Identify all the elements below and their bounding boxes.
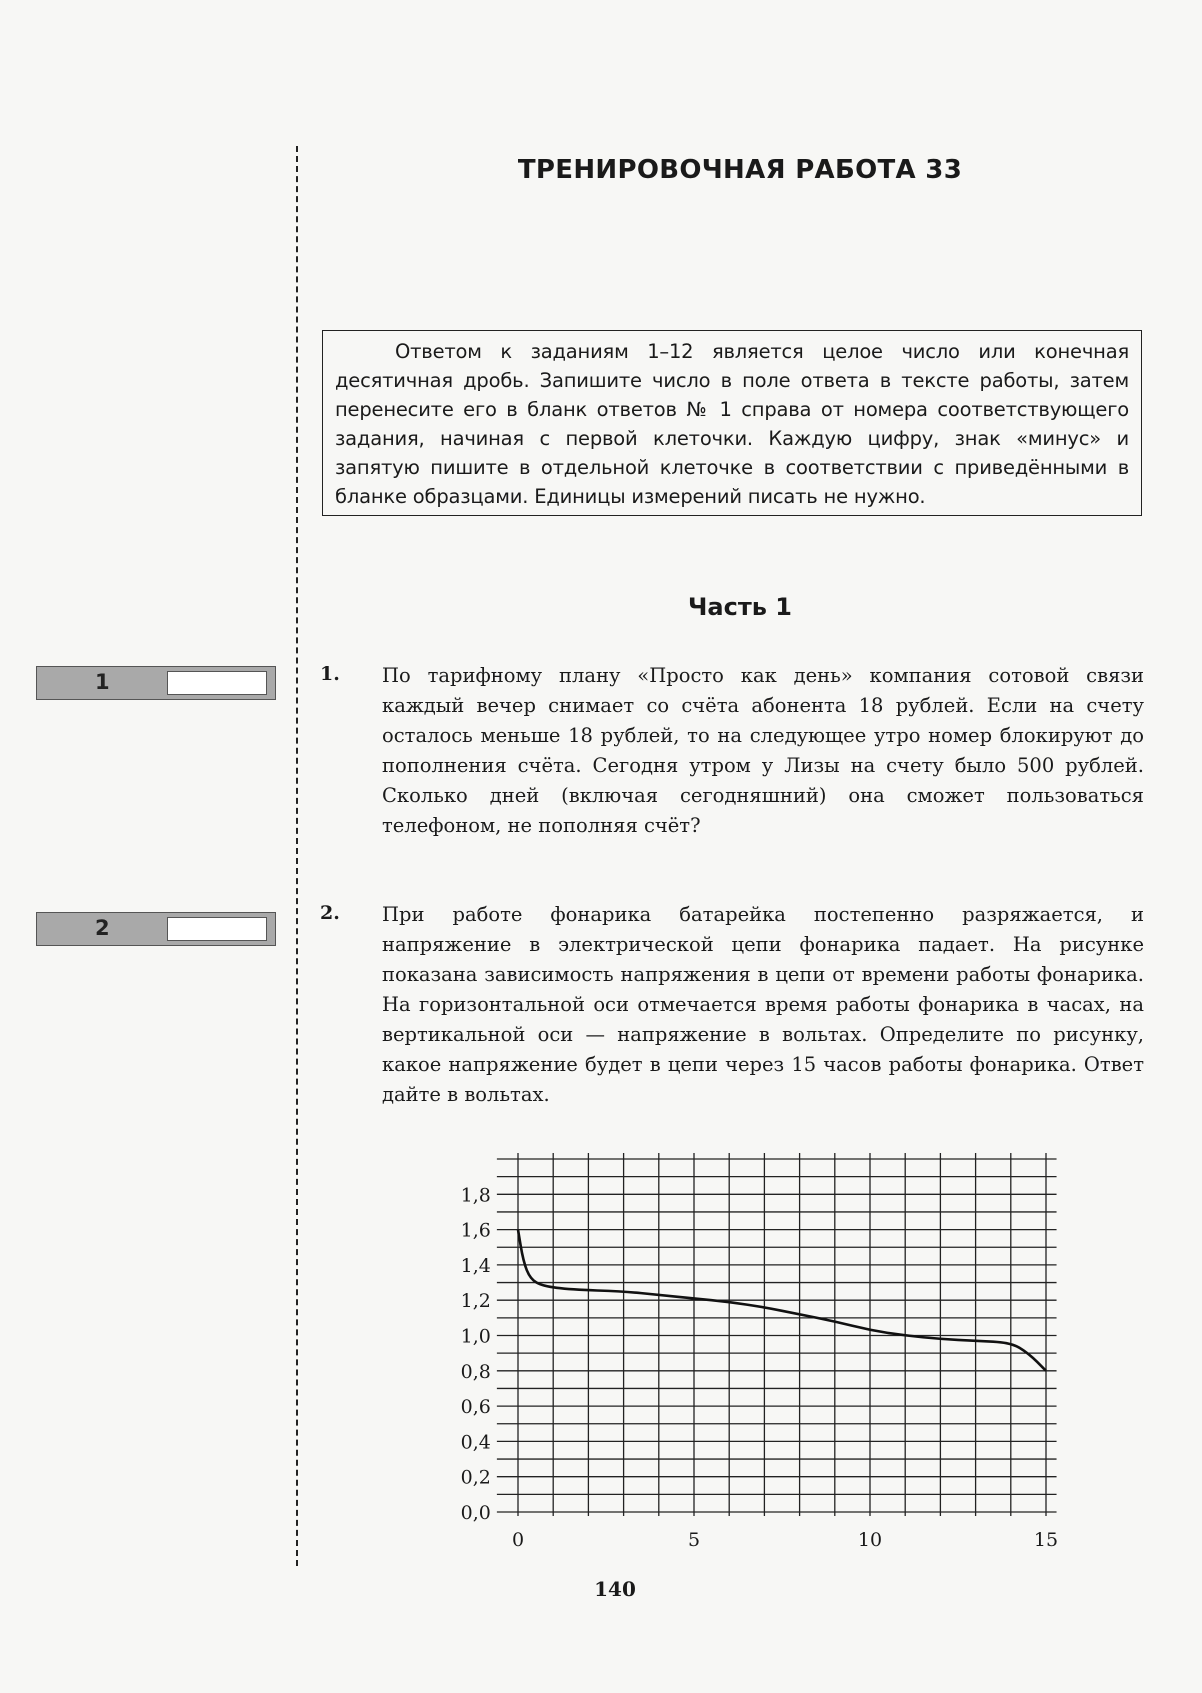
- y-tick-label: 0,6: [460, 1396, 491, 1419]
- x-tick-label: 5: [687, 1529, 701, 1551]
- x-tick-label: 10: [857, 1529, 883, 1551]
- page-number: 140: [594, 1577, 636, 1601]
- task-text: По тарифному плану «Просто как день» компания сотовой связи каждый вечер снимает со счёта абонента 18 рублей. Если на счету осталось меньше 18 рублей, то на следующее утро номер блокируют до пополнения счёта. Сегодня утром у Лизы на счету было 500 рублей. Сколько дней (включая сегодняшний) она сможет пользоваться телефоном, не пополняя счёт?: [382, 664, 1144, 837]
- x-tick-label: 0: [511, 1529, 525, 1551]
- answer-box-label: 1: [95, 670, 110, 694]
- y-tick-label: 1,8: [460, 1184, 491, 1207]
- y-tick-label: 0,8: [460, 1360, 491, 1383]
- chart-ticks: [461, 1184, 1058, 1551]
- task-text: При работе фонарика батарейка постепенно разряжается, и напряжение в электрической цепи фонарика падает. На рисунке показана зависимость напряжения в цепи от времени работы фонарика. На горизонтальной оси отмечается время работы фонарика в часах, на вертикальной оси — напряжение в вольтах. Определите по рисунку, какое напряжение будет в цепи через 15 часов работы фонарика. Ответ дайте в вольтах.: [382, 903, 1144, 1106]
- task-number: 1.: [320, 663, 340, 685]
- task-number: 2.: [320, 902, 340, 924]
- y-tick-label: 1,2: [460, 1290, 491, 1313]
- instructions-box: Ответом к заданиям 1–12 является целое число или конечная десятичная дробь. Запишите число в поле ответа в тексте работы, затем перенесите его в бланк ответов № 1 справа от номера соответствующего задания, начиная с первой клеточки. Каждую цифру, знак «минус» и запятую пишите в отдельной клеточке в соответствии с приведёнными в бланке образцами. Единицы измерений писать не нужно.: [322, 330, 1142, 516]
- y-tick-label: 0,0: [460, 1502, 491, 1524]
- part-title: Часть 1: [688, 593, 792, 621]
- chart-grid: [497, 1153, 1057, 1516]
- y-tick-label: 0,2: [460, 1466, 491, 1489]
- y-tick-label: 0,4: [460, 1431, 491, 1454]
- answer-box-label: 2: [95, 916, 110, 940]
- page-title: ТРЕНИРОВОЧНАЯ РАБОТА 33: [517, 155, 963, 185]
- y-tick-label: 1,4: [460, 1254, 491, 1277]
- y-tick-label: 1,0: [460, 1325, 491, 1348]
- x-tick-label: 15: [1033, 1529, 1059, 1551]
- y-tick-label: 1,6: [460, 1219, 491, 1242]
